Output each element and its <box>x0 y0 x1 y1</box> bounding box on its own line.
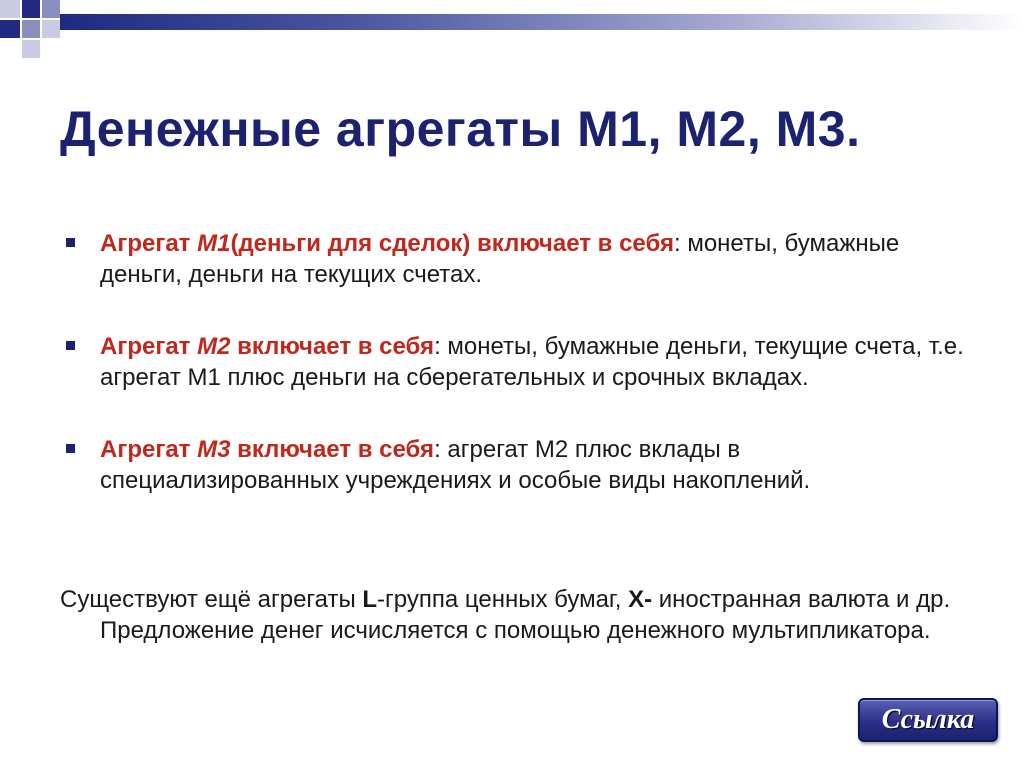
corner-decoration <box>0 0 80 60</box>
bullet-text: : монеты, бумажные деньги, деньги на текущих счетах. <box>100 230 900 288</box>
bullet-text: : агрегат М2 плюс вклады в специализированных учреждениях и особые виды накоплений. <box>100 436 811 494</box>
footnote-paragraph: Существуют ещё агрегаты L-группа ценных бумаг, X- иностранная валюта и др. Предложение денег исчисляется с помощью денежного мультипликатора. <box>60 586 951 644</box>
square-bullet-icon <box>66 444 75 453</box>
bullet-highlight: Агрегат М2 включает в себя <box>100 333 435 360</box>
link-button-label: Ссылка <box>881 704 975 735</box>
slide-title: Денежные агрегаты М1, М2, М3. <box>60 101 861 157</box>
bullet-highlight: Агрегат М1(деньги для сделок) включает в себя <box>100 230 674 257</box>
header-gradient-bar <box>60 14 1024 30</box>
square-bullet-icon <box>66 341 75 350</box>
square-bullet-icon <box>66 238 75 247</box>
bullet-item-m2 <box>60 331 980 393</box>
link-button[interactable] <box>858 698 998 742</box>
bullet-highlight: Агрегат М3 включает в себя <box>100 436 435 463</box>
bullet-text: : монеты, бумажные деньги, текущие счета, т.е. агрегат М1 плюс деньги на сберегательных и срочных вкладах. <box>100 333 964 391</box>
bullet-list <box>60 228 980 496</box>
bullet-item-m1 <box>60 228 980 290</box>
bullet-item-m3 <box>60 434 980 496</box>
